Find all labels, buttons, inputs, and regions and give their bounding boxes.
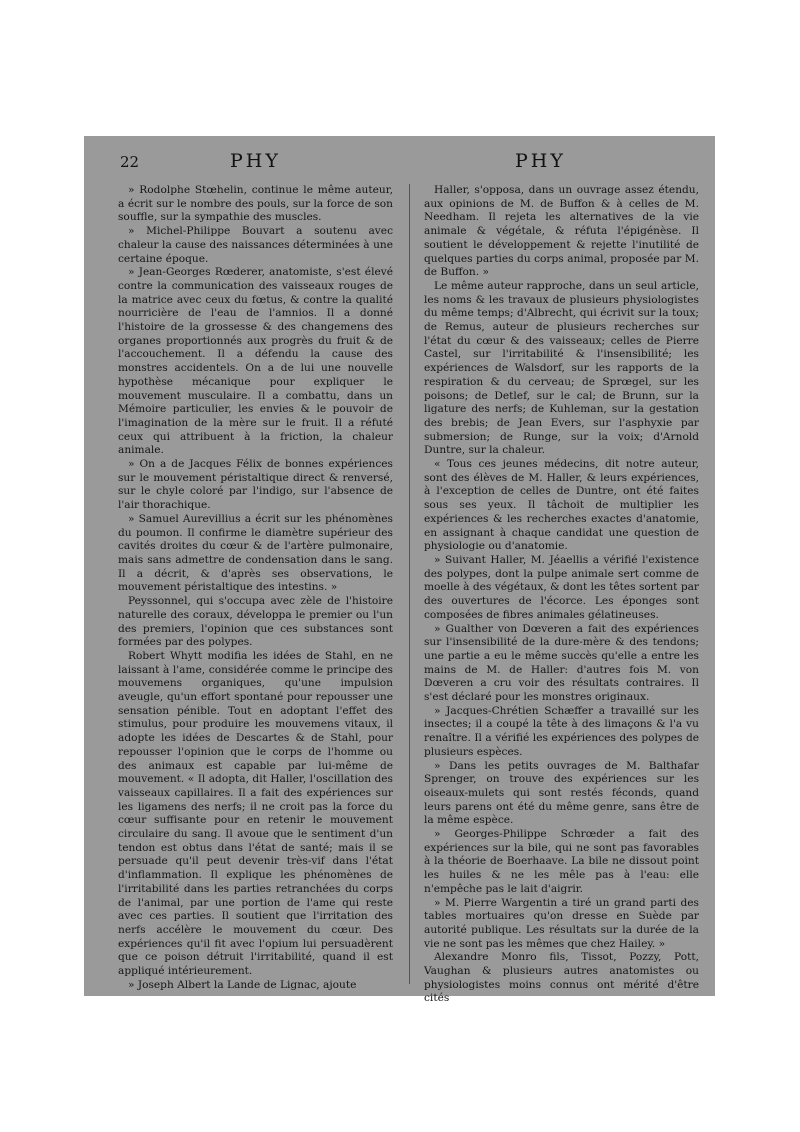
right-column [424, 184, 699, 1006]
paragraph: » Gualther von Dœveren a fait des expériences sur l'insensibilité de la dure-mère & des tendons; une partie a eu le même succès qu'elle a entre les mains de M. de Haller: d'autres fois M. von Dœveren a cru voir des résultats contraires. Il s'est déclaré pour les monstres originaux. [424, 622, 699, 704]
paragraph: » Rodolphe Stœhelin, continue le même auteur, a écrit sur le nombre des pouls, sur la force de son souffle, sur la sympathie des muscles. [118, 184, 393, 224]
paragraph: Alexandre Monro fils, Tissot, Pozzy, Pott, Vaughan & plusieurs autres anatomistes ou physiologistes moins connus ont mérité d'être cités [424, 951, 699, 1005]
column-divider [409, 184, 410, 984]
page-number: 22 [120, 153, 140, 171]
paragraph: » On a de Jacques Félix de bonnes expériences sur le mouvement péristaltique direct & renversé, sur le chyle coloré par l'indigo, sur l'absence de l'air thorachique. [118, 458, 393, 512]
paragraph: » M. Pierre Wargentin a tiré un grand parti des tables mortuaires qu'on dresse en Suède par autorité publique. Les résultats sur la durée de la vie ne sont pas les mêmes que chez Hailey. » [424, 896, 699, 950]
paragraph: » Suivant Haller, M. Jéaellis a vérifié l'existence des polypes, dont la pulpe animale sert comme de moelle à des végétaux, & dont les têtes sortent par des ouvertures de l'écorce. Les éponges sont composées de fibres animales gélatineuses. [424, 553, 699, 621]
paragraph: Peyssonnel, qui s'occupa avec zèle de l'histoire naturelle des coraux, développa le premier ou l'un des premiers, l'opinion que ces substances sont formées par des polypes. [118, 595, 393, 649]
paragraph: » Michel-Philippe Bouvart a soutenu avec chaleur la cause des naissances déterminées à une certaine époque. [118, 225, 393, 265]
paragraph: « Tous ces jeunes médecins, dit notre auteur, sont des élèves de M. Haller, & leurs expériences, à l'exception de celles de Duntre, ont été faites sous ses yeux. Il tâchoit de multiplier les expériences & les recherches exactes d'anatomie, en assignant à chaque candidat une question de physiologie ou d'anatomie. [424, 458, 699, 553]
running-head-left: PHY [230, 150, 281, 172]
running-head-right: PHY [515, 150, 566, 172]
paragraph: » Jacques-Chrétien Schæffer a travaillé sur les insectes; il a coupé la tête à des limaçons & l'a vu renaître. Il a vérifié les expériences des polypes de plusieurs espèces. [424, 704, 699, 758]
paragraph: » Jean-Georges Rœderer, anatomiste, s'est élevé contre la communication des vaisseaux rouges de la matrice avec ceux du fœtus, & contre la qualité nourricière de l'eau de l'amnios. Il a donné l'histoire de la grossesse & des changemens des organes proportionnés aux progrès du fruit & de l'accouchement. Il a défendu la cause des monstres accidentels. On a de lui une nouvelle hypothèse mécanique pour expliquer le mouvement musculaire. Il a combattu, dans un Mémoire particulier, les envies & le pouvoir de l'imagination de la mère sur le fruit. Il a réfuté ceux qui attribuent à la friction, la chaleur animale. [118, 266, 393, 457]
paragraph: Haller, s'opposa, dans un ouvrage assez étendu, aux opinions de M. de Buffon & à celles de M. Needham. Il rejeta les alternatives de la vie animale & végétale, & réfuta l'épigénèse. Il soutient le développement & rejette l'inutilité de quelques parties du corps animal, proposée par M. de Buffon. » [424, 184, 699, 279]
paragraph: » Samuel Aurevillius a écrit sur les phénomènes du poumon. Il confirme le diamètre supérieur des cavités droites du cœur & de l'artère pulmonaire, mais sans admettre de condensation dans le sang. Il a décrit, & d'après ses observations, le mouvement péristaltique des intestins. » [118, 512, 393, 594]
paragraph: Robert Whytt modifia les idées de Stahl, en ne laissant à l'ame, considérée comme le principe des mouvemens organiques, qu'une impulsion aveugle, qu'un effort spontané pour repousser une sensation pénible. Tout en adoptant l'effet des stimulus, pour produire les mouvemens vitaux, il adopte les idées de Descartes & de Stahl, pour repousser l'opinion que le corps de l'homme ou des animaux est capable par lui-même de mouvement. « Il adopta, dit Haller, l'oscillation des vaisseaux capillaires. Il a fait des expériences sur les ligamens des nerfs; il ne croit pas la force du cœur suffisante pour en retenir le mouvement circulaire du sang. Il avoue que le sentiment d'un tendon est obtus dans l'état de santé; mais il se persuade qu'il peut devenir très-vif dans l'état d'inflammation. Il explique les phénomènes de l'irritabilité dans les parties retranchées du corps de l'animal, par une portion de l'ame qui reste avec ces parties. Il soutient que l'irritation des nerfs accélère le mouvement du cœur. Des expériences qu'il fit avec l'opium lui persuadèrent que ce poison détruit l'irritabilité, quand il est appliqué intérieurement. [118, 649, 393, 978]
scanned-page [84, 136, 715, 1005]
paragraph: » Dans les petits ouvrages de M. Balthafar Sprenger, on trouve des expériences sur les oiseaux-mulets qui sont restés féconds, quand leurs parens ont été du même genre, sans être de la même espèce. [424, 759, 699, 827]
left-column [118, 184, 393, 992]
paragraph: » Joseph Albert la Lande de Lignac, ajoute [128, 978, 357, 991]
paragraph: » Georges-Philippe Schrœder a fait des expériences sur la bile, qui ne sont pas favorables à la théorie de Boerhaave. La bile ne dissout point les huiles & ne les mêle pas à l'eau: elle n'empêche pas le lait d'aigrir. [424, 828, 699, 895]
paragraph: Le même auteur rapproche, dans un seul article, les noms & les travaux de plusieurs physiologistes du même temps; d'Albrecht, qui écrivit sur la toux; de Remus, auteur de plusieurs recherches sur l'état du cœur & des vaisseaux; celles de Pierre Castel, sur l'irritabilité & l'insensibilité; les expériences de Walsdorf, sur les rapports de la respiration & du cerveau; de Sprœgel, sur les poisons; de Detlef, sur le cal; de Brunn, sur la ligature des nerfs; de Kuhleman, sur la gestation des brebis; de Jean Evers, sur l'asphyxie par submersion; de Runge, sur la voix; d'Arnold Duntre, sur la chaleur. [424, 279, 699, 457]
